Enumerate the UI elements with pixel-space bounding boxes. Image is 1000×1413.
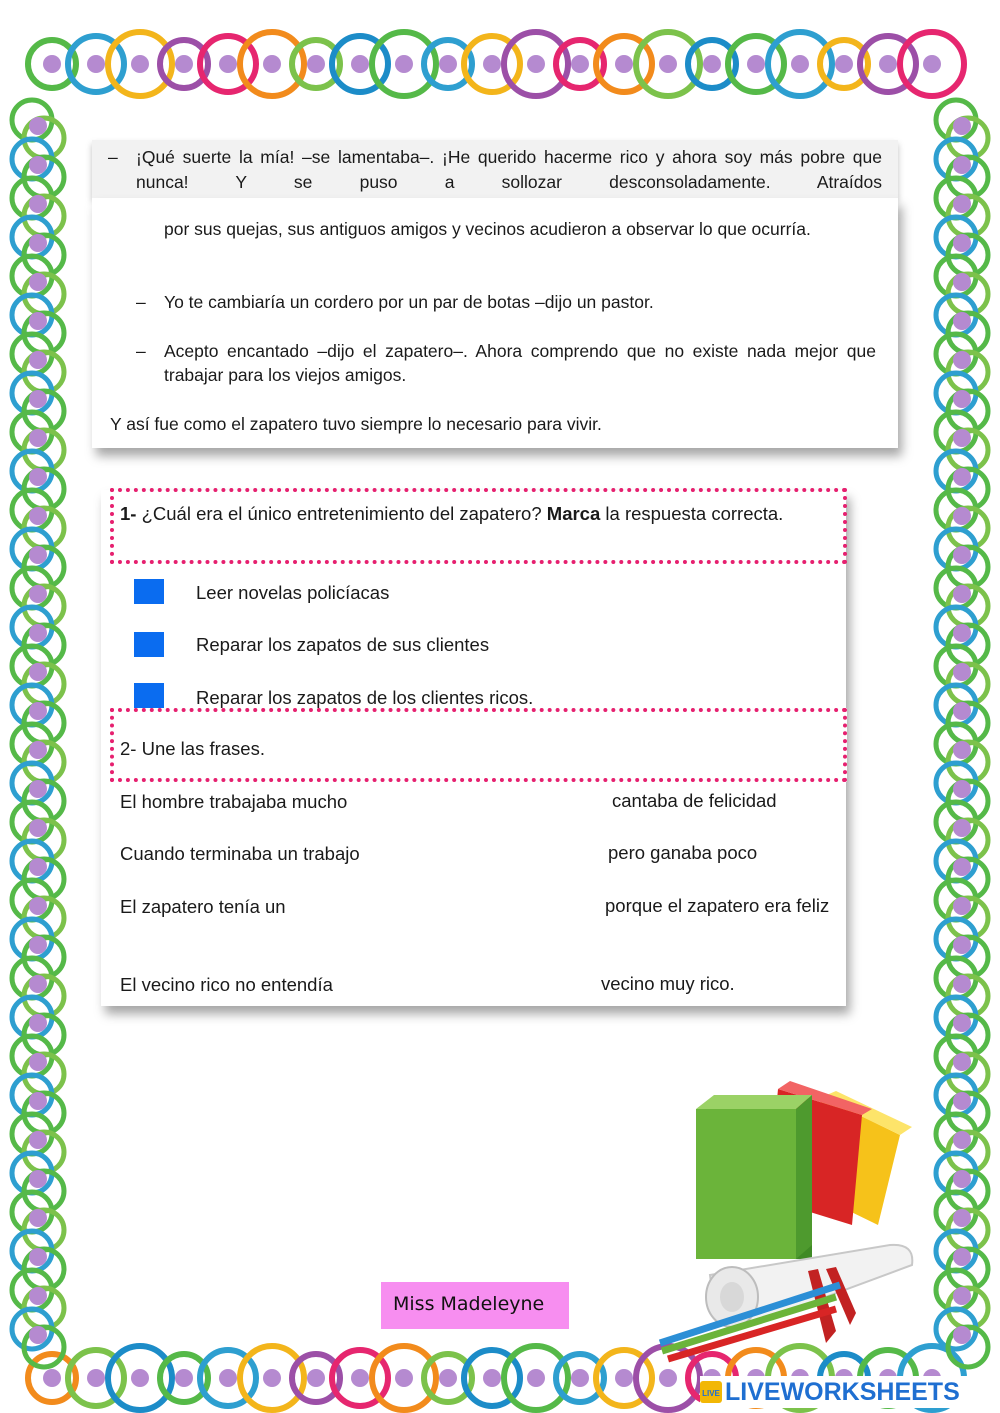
question-1-number: 1- bbox=[120, 503, 137, 524]
border-dot bbox=[175, 1369, 193, 1387]
border-dot bbox=[953, 780, 971, 798]
border-dot bbox=[395, 55, 413, 73]
border-dot bbox=[29, 975, 47, 993]
border-dot bbox=[29, 468, 47, 486]
border-dot bbox=[29, 1326, 47, 1344]
border-dot bbox=[953, 351, 971, 369]
option-3-label: Reparar los zapatos de los clientes ricos. bbox=[196, 687, 534, 708]
border-dot bbox=[29, 156, 47, 174]
border-dot bbox=[953, 1326, 971, 1344]
exercise-card bbox=[101, 490, 846, 1006]
border-dot bbox=[953, 156, 971, 174]
border-dot bbox=[953, 741, 971, 759]
border-dot bbox=[953, 936, 971, 954]
border-dot bbox=[953, 819, 971, 837]
border-dot bbox=[953, 1287, 971, 1305]
border-dot bbox=[953, 624, 971, 642]
border-dot bbox=[953, 1131, 971, 1149]
border-dot bbox=[527, 1369, 545, 1387]
border-dot bbox=[351, 1369, 369, 1387]
question-1-text bbox=[120, 501, 838, 527]
border-dot bbox=[953, 507, 971, 525]
question-1-bold-word: Marca bbox=[546, 503, 601, 524]
border-dot bbox=[791, 55, 809, 73]
border-dot bbox=[953, 1092, 971, 1110]
border-dot bbox=[953, 1014, 971, 1032]
border-dot bbox=[87, 1369, 105, 1387]
border-dot bbox=[29, 819, 47, 837]
border-dot bbox=[953, 585, 971, 603]
border-dot bbox=[953, 1170, 971, 1188]
border-dot bbox=[29, 1092, 47, 1110]
border-dot bbox=[29, 741, 47, 759]
border-dot bbox=[43, 1369, 61, 1387]
border-dot bbox=[219, 55, 237, 73]
dialogue-dash: – bbox=[136, 292, 146, 312]
border-dot bbox=[131, 1369, 149, 1387]
border-dot bbox=[395, 1369, 413, 1387]
match-left-4[interactable]: El vecino rico no entendía bbox=[120, 974, 333, 995]
option-2-label: Reparar los zapatos de sus clientes bbox=[196, 634, 490, 655]
border-dot bbox=[43, 55, 61, 73]
border-dot bbox=[29, 1053, 47, 1071]
story-closing: Y así fue como el zapatero tuvo siempre lo necesario para vivir. bbox=[110, 414, 602, 434]
border-dot bbox=[615, 55, 633, 73]
border-dot bbox=[659, 1369, 677, 1387]
story-card bbox=[92, 198, 898, 448]
books-illustration bbox=[640, 1075, 940, 1365]
teacher-signature: Miss Madeleyne bbox=[381, 1282, 569, 1329]
border-dot bbox=[29, 390, 47, 408]
border-dot bbox=[953, 429, 971, 447]
border-dot bbox=[953, 1209, 971, 1227]
match-left-3[interactable]: El zapatero tenía un bbox=[120, 896, 286, 917]
border-dot bbox=[29, 1209, 47, 1227]
border-dot bbox=[29, 312, 47, 330]
border-dot bbox=[29, 117, 47, 135]
border-dot bbox=[29, 780, 47, 798]
border-dot bbox=[307, 1369, 325, 1387]
border-dot bbox=[29, 702, 47, 720]
match-left-2[interactable]: Cuando terminaba un trabajo bbox=[120, 843, 360, 864]
border-dot bbox=[703, 55, 721, 73]
border-dot bbox=[29, 1131, 47, 1149]
border-dot bbox=[29, 858, 47, 876]
border-dot bbox=[29, 351, 47, 369]
border-dot bbox=[953, 195, 971, 213]
border-dot bbox=[923, 55, 941, 73]
border-dot bbox=[29, 546, 47, 564]
border-dot bbox=[953, 312, 971, 330]
border-dot bbox=[439, 55, 457, 73]
green-book bbox=[696, 1109, 796, 1259]
border-dot bbox=[953, 234, 971, 252]
border-dot bbox=[953, 702, 971, 720]
liveworksheets-text: LIVEWORKSHEETS bbox=[725, 1378, 960, 1406]
border-dot bbox=[175, 55, 193, 73]
border-dot bbox=[29, 1287, 47, 1305]
match-right-4[interactable]: vecino muy rico. bbox=[601, 973, 735, 994]
match-left-1[interactable]: El hombre trabajaba mucho bbox=[120, 791, 348, 812]
border-dot bbox=[29, 663, 47, 681]
border-dot bbox=[571, 1369, 589, 1387]
border-dot bbox=[483, 55, 501, 73]
liveworksheets-badge-text: LIVE bbox=[702, 1389, 720, 1398]
border-dot bbox=[439, 1369, 457, 1387]
border-dot bbox=[29, 507, 47, 525]
border-dot bbox=[953, 273, 971, 291]
story-header-strip bbox=[92, 140, 898, 198]
border-dot bbox=[29, 195, 47, 213]
border-dot bbox=[953, 117, 971, 135]
story-line-zapatero: Acepto encantado –dijo el zapatero–. Ahora comprendo que no existe nada mejor que trabajar para los viejos amigos. bbox=[164, 341, 876, 385]
question-1-prompt: ¿Cuál era el único entretenimiento del zapatero? bbox=[136, 503, 547, 524]
border-dot bbox=[29, 897, 47, 915]
liveworksheets-badge-icon bbox=[700, 1381, 722, 1403]
border-dot bbox=[29, 936, 47, 954]
border-dot bbox=[483, 1369, 501, 1387]
border-dot bbox=[29, 429, 47, 447]
border-dot bbox=[263, 1369, 281, 1387]
border-dot bbox=[131, 55, 149, 73]
border-dot bbox=[953, 897, 971, 915]
border-dot bbox=[953, 663, 971, 681]
option-1-label: Leer novelas policíacas bbox=[196, 582, 390, 603]
question-1-prompt-end: la respuesta correcta. bbox=[600, 503, 784, 524]
border-dot bbox=[747, 55, 765, 73]
border-dot bbox=[29, 234, 47, 252]
border-dot bbox=[571, 55, 589, 73]
border-dot bbox=[351, 55, 369, 73]
border-dot bbox=[29, 1170, 47, 1188]
border-dot bbox=[953, 390, 971, 408]
border-dot bbox=[527, 55, 545, 73]
match-right-2[interactable]: pero ganaba poco bbox=[608, 842, 758, 863]
match-right-3[interactable]: porque el zapatero era feliz bbox=[605, 895, 830, 916]
liveworksheets-logo[interactable] bbox=[700, 1376, 995, 1408]
border-dot bbox=[29, 273, 47, 291]
border-dot bbox=[29, 624, 47, 642]
border-dot bbox=[879, 55, 897, 73]
border-dot bbox=[263, 55, 281, 73]
option-2-checkbox[interactable] bbox=[134, 632, 164, 657]
border-dot bbox=[87, 55, 105, 73]
option-1-checkbox[interactable] bbox=[134, 579, 164, 604]
question-2-text: 2- Une las frases. bbox=[120, 738, 265, 759]
border-dot bbox=[953, 975, 971, 993]
border-dot bbox=[835, 55, 853, 73]
story-opening-text: ¡Qué suerte la mía! –se lamentaba–. ¡He querido hacerme rico y ahora soy más pobre que nunca! Y se puso a sollozar desconsoladamente. Atraídos bbox=[136, 147, 882, 192]
border-dot bbox=[29, 585, 47, 603]
border-dot bbox=[29, 1014, 47, 1032]
border-dot bbox=[953, 468, 971, 486]
story-dash: – bbox=[108, 147, 118, 167]
border-dot bbox=[615, 1369, 633, 1387]
border-dot bbox=[219, 1369, 237, 1387]
border-dot bbox=[953, 1248, 971, 1266]
border-dot bbox=[953, 1053, 971, 1071]
border-dot bbox=[29, 1248, 47, 1266]
option-3-checkbox[interactable] bbox=[134, 683, 164, 708]
story-line-pastor: Yo te cambiaría un cordero por un par de botas –dijo un pastor. bbox=[164, 292, 654, 312]
border-dot bbox=[307, 55, 325, 73]
border-dot bbox=[953, 858, 971, 876]
border-dot bbox=[659, 55, 677, 73]
match-right-1[interactable]: cantaba de felicidad bbox=[612, 790, 777, 811]
border-dot bbox=[953, 546, 971, 564]
dialogue-dash: – bbox=[136, 341, 146, 361]
story-paragraph-1: por sus quejas, sus antiguos amigos y vecinos acudieron a observar lo que ocurría. bbox=[164, 219, 811, 239]
